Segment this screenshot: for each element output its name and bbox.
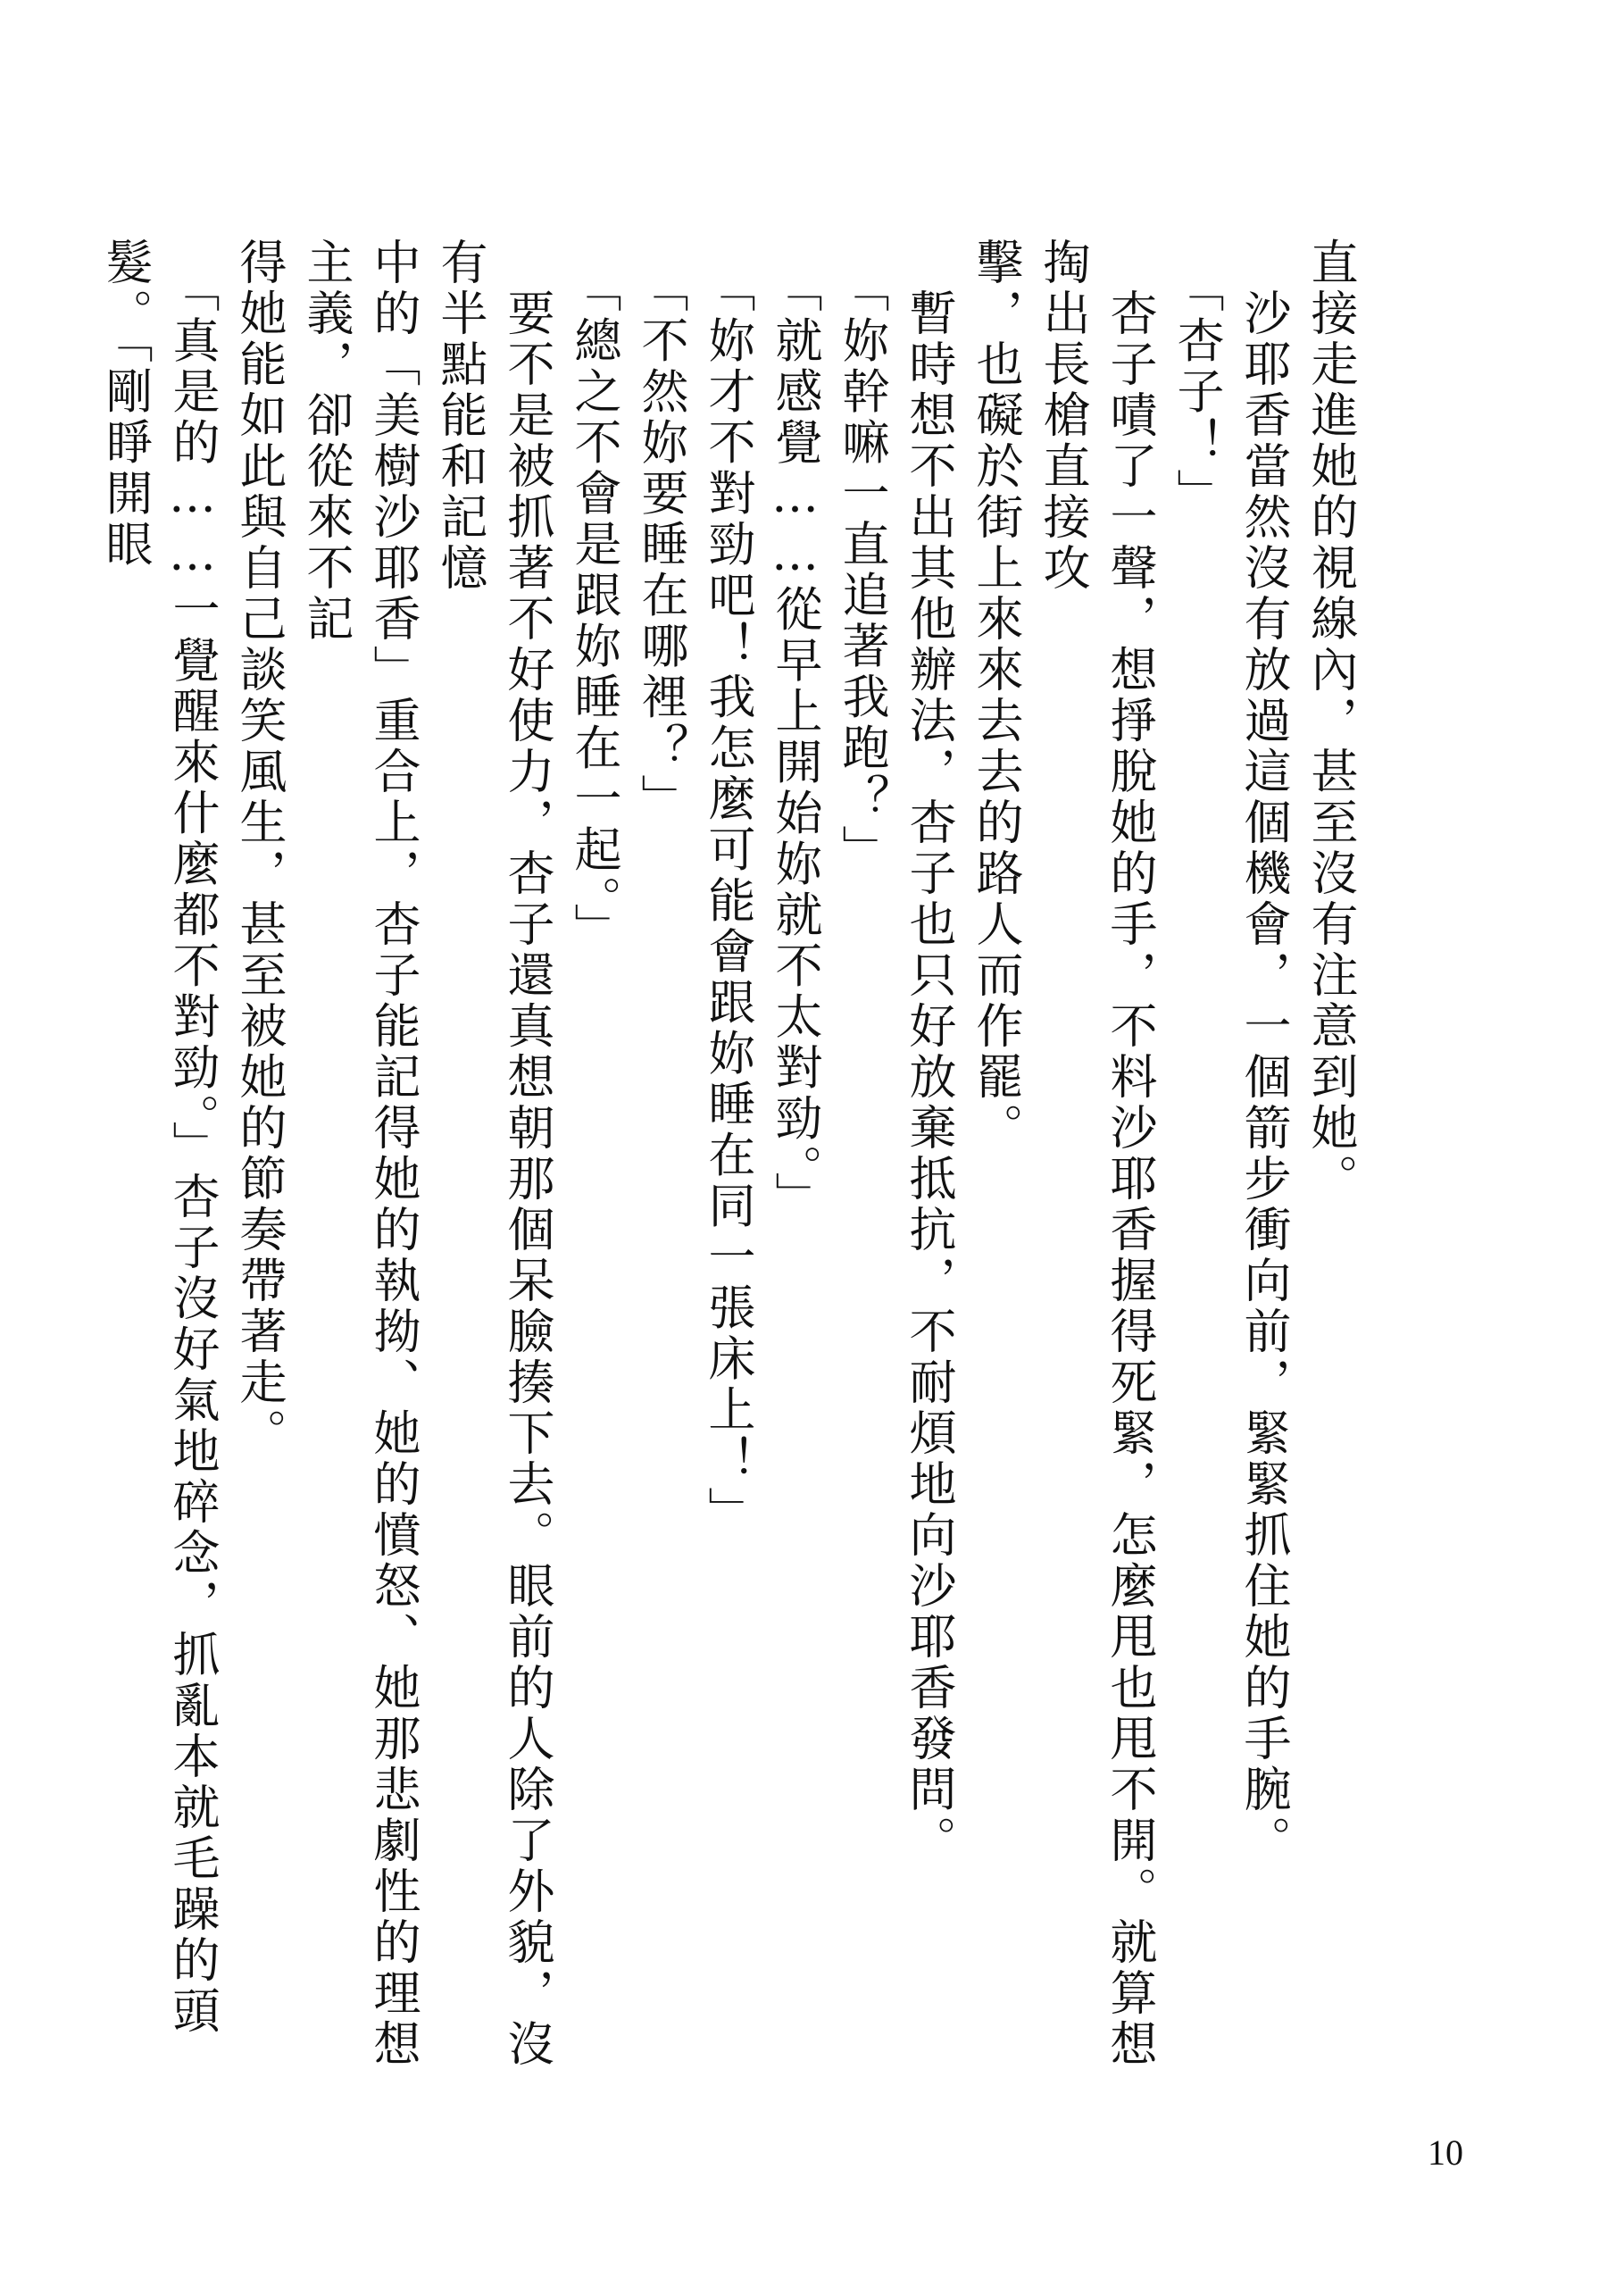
text-column-14: 得她能如此與自己談笑風生，甚至被她的節奏帶著走。 [232, 238, 287, 1459]
text-column-11: 「總之不會是跟妳睡在一起。」 [567, 238, 621, 954]
text-column-7: 「妳幹嘛一直追著我跑？」 [835, 238, 889, 876]
text-column-15: 「真是的……一覺醒來什麼都不對勁。」杏子沒好氣地碎念，抓亂本就毛躁的頭髮。「剛睜開眼 [98, 238, 220, 2037]
text-column-6: 暫時想不出其他辦法，杏子也只好放棄抵抗，不耐煩地向沙耶香發問。 [902, 238, 956, 1866]
text-column-5: 擊，也礙於街上來來去去的路人而作罷。 [969, 238, 1023, 1154]
vertical-text-body [98, 238, 1364, 2113]
text-column-8: 「就感覺……從早上開始妳就不太對勁。」 [768, 238, 822, 1222]
text-column-13: 中的「美樹沙耶香」重合上，杏子能記得她的執拗、她的憤怒、她那悲劇性的理想主義，卻從來不記 [299, 238, 421, 2070]
text-column-10: 「不然妳要睡在哪裡？」 [634, 238, 688, 825]
text-column-1: 直接走進她的視線內，甚至沒有注意到她。 [1303, 238, 1358, 1205]
text-column-3: 「杏子！」 [1170, 238, 1224, 520]
page-number: 10 [1428, 2132, 1463, 2173]
text-column-4: 杏子嘖了一聲，想掙脫她的手，不料沙耶香握得死緊，怎麼甩也甩不開。就算想掏出長槍直接攻 [1036, 238, 1157, 2070]
text-column-12: 要不是被抓著不好使力，杏子還真想朝那個呆臉揍下去。眼前的人除了外貌，沒有半點能和記憶 [433, 238, 554, 2070]
text-column-2: 沙耶香當然沒有放過這個機會，一個箭步衝向前，緊緊抓住她的手腕。 [1237, 238, 1291, 1866]
text-column-9: 「妳才不對勁吧！我怎麼可能會跟妳睡在同一張床上！」 [701, 238, 755, 1538]
